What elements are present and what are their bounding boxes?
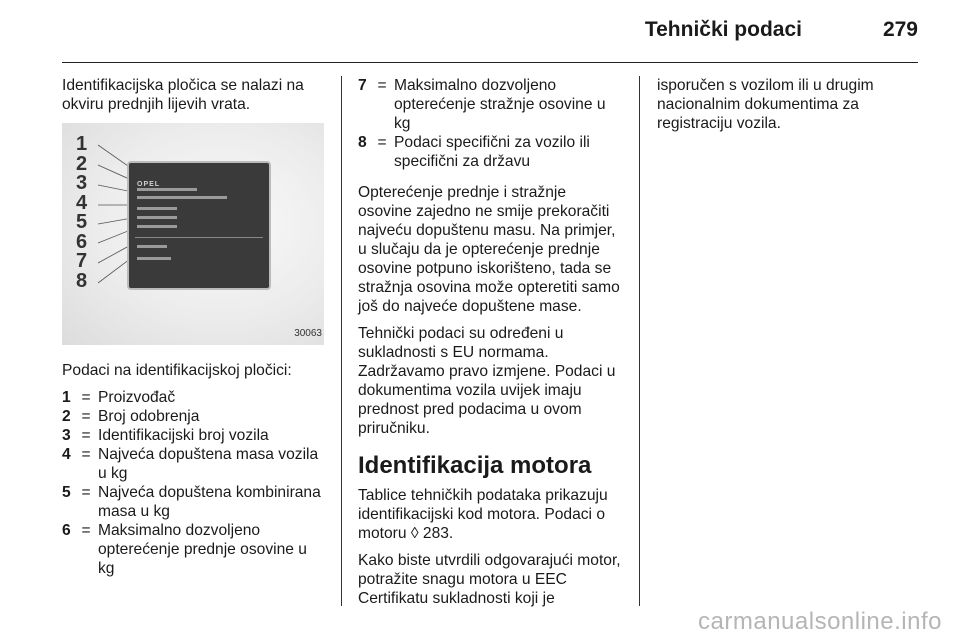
item-equals: = xyxy=(81,522,91,539)
list-item xyxy=(62,445,324,483)
list-item xyxy=(358,76,624,133)
eu-norms-paragraph: Tehnički podaci su određeni u sukladnosti s EU normama. Zadržavamo pravo izmjene. Podaci u dokumentima vozila uvijek imaju prednost pred podacima u ovom priručniku. xyxy=(358,325,616,437)
list-item xyxy=(62,407,324,426)
engine-power-paragraph: Kako biste utvrdili odgovarajući motor, potražite snagu motora u EEC Certifikatu sukladnosti koji je xyxy=(358,552,621,607)
column-divider-2 xyxy=(639,76,640,606)
item-number: 6 xyxy=(62,522,71,539)
item-equals: = xyxy=(377,77,387,94)
plate-text-line xyxy=(137,196,227,199)
section-title: Identifikacija motora xyxy=(358,452,592,479)
list-item xyxy=(62,521,324,578)
item-text: Maksimalno dozvoljeno opterećenje stražnje osovine u kg xyxy=(394,77,606,132)
figure-number: 30063 xyxy=(294,328,322,339)
load-paragraph: Opterećenje prednje i stražnje osovine zajedno ne smije prekoračiti najveću dopuštenu masu. Na primjer, u slučaju da je opterećenje prednje osovine potpuno iskorišteno, tada se stražnja osovina može opteretiti samo još do najveće dopuštene mase. xyxy=(358,184,620,315)
watermark: carmanualsonline.info xyxy=(698,608,942,635)
plate-text-line xyxy=(137,188,197,191)
column-2 xyxy=(358,76,624,616)
plate-data-list xyxy=(62,388,324,578)
item-number: 1 xyxy=(62,389,71,406)
item-text: Maksimalno dozvoljeno opterećenje prednje osovine u kg xyxy=(98,522,307,577)
callout-number: 1 xyxy=(76,133,88,155)
intro-paragraph: Identifikacijska pločica se nalazi na okviru prednjih lijevih vrata. xyxy=(62,77,304,113)
plate-text-line xyxy=(137,257,171,260)
list-item xyxy=(358,133,624,171)
item-text: Podaci specifični za vozilo ili specifični za državu xyxy=(394,134,590,170)
continuation-paragraph: isporučen s vozilom ili u drugim nacionalnim dokumentima za registraciju vozila. xyxy=(657,77,874,132)
plate-text-line xyxy=(137,245,167,248)
item-equals: = xyxy=(81,484,91,501)
list-item xyxy=(62,426,324,445)
callout-number: 5 xyxy=(76,211,88,233)
plate-text-line xyxy=(137,207,177,210)
column-3 xyxy=(657,76,917,141)
callout-number: 3 xyxy=(76,172,88,194)
page-number: 279 xyxy=(882,18,918,41)
item-equals: = xyxy=(81,408,91,425)
plate-text-line xyxy=(137,216,177,219)
item-text: Proizvođač xyxy=(98,389,176,406)
list-heading: Podaci na identifikacijskoj pločici: xyxy=(62,362,292,379)
identification-plate xyxy=(127,161,271,290)
column-divider-1 xyxy=(341,76,342,606)
item-text: Broj odobrenja xyxy=(98,408,200,425)
plate-separator xyxy=(135,237,263,238)
item-equals: = xyxy=(81,389,91,406)
list-item xyxy=(62,483,324,521)
item-number: 3 xyxy=(62,427,71,444)
callout-number: 2 xyxy=(76,152,88,175)
plate-data-list-continued xyxy=(358,76,624,171)
item-number: 2 xyxy=(62,408,71,425)
column-1 xyxy=(62,76,324,578)
item-number: 4 xyxy=(62,446,71,463)
plate-text-line xyxy=(137,225,177,228)
callout-number: 7 xyxy=(76,250,88,272)
header-title: Tehnički podaci xyxy=(644,18,802,41)
item-text: Identifikacijski broj vozila xyxy=(98,427,269,444)
item-equals: = xyxy=(377,134,387,151)
item-equals: = xyxy=(81,427,91,444)
callout-number: 6 xyxy=(76,230,88,253)
list-item xyxy=(62,388,324,407)
item-text: Najveća dopuštena masa vozila u kg xyxy=(98,446,319,482)
id-plate-figure xyxy=(62,123,324,345)
item-text: Najveća dopuštena kombinirana masa u kg xyxy=(98,484,321,520)
callout-number: 4 xyxy=(76,191,88,214)
item-equals: = xyxy=(81,446,91,463)
plate-brand: OPEL xyxy=(137,181,161,188)
page-header xyxy=(62,0,918,63)
item-number: 5 xyxy=(62,484,71,501)
engine-code-paragraph: Tablice tehničkih podataka prikazuju identifikacijski kod motora. Podaci o motoru ◊ 283. xyxy=(358,487,608,542)
callout-number: 8 xyxy=(76,269,88,292)
item-number: 7 xyxy=(358,77,367,94)
item-number: 8 xyxy=(358,134,367,151)
